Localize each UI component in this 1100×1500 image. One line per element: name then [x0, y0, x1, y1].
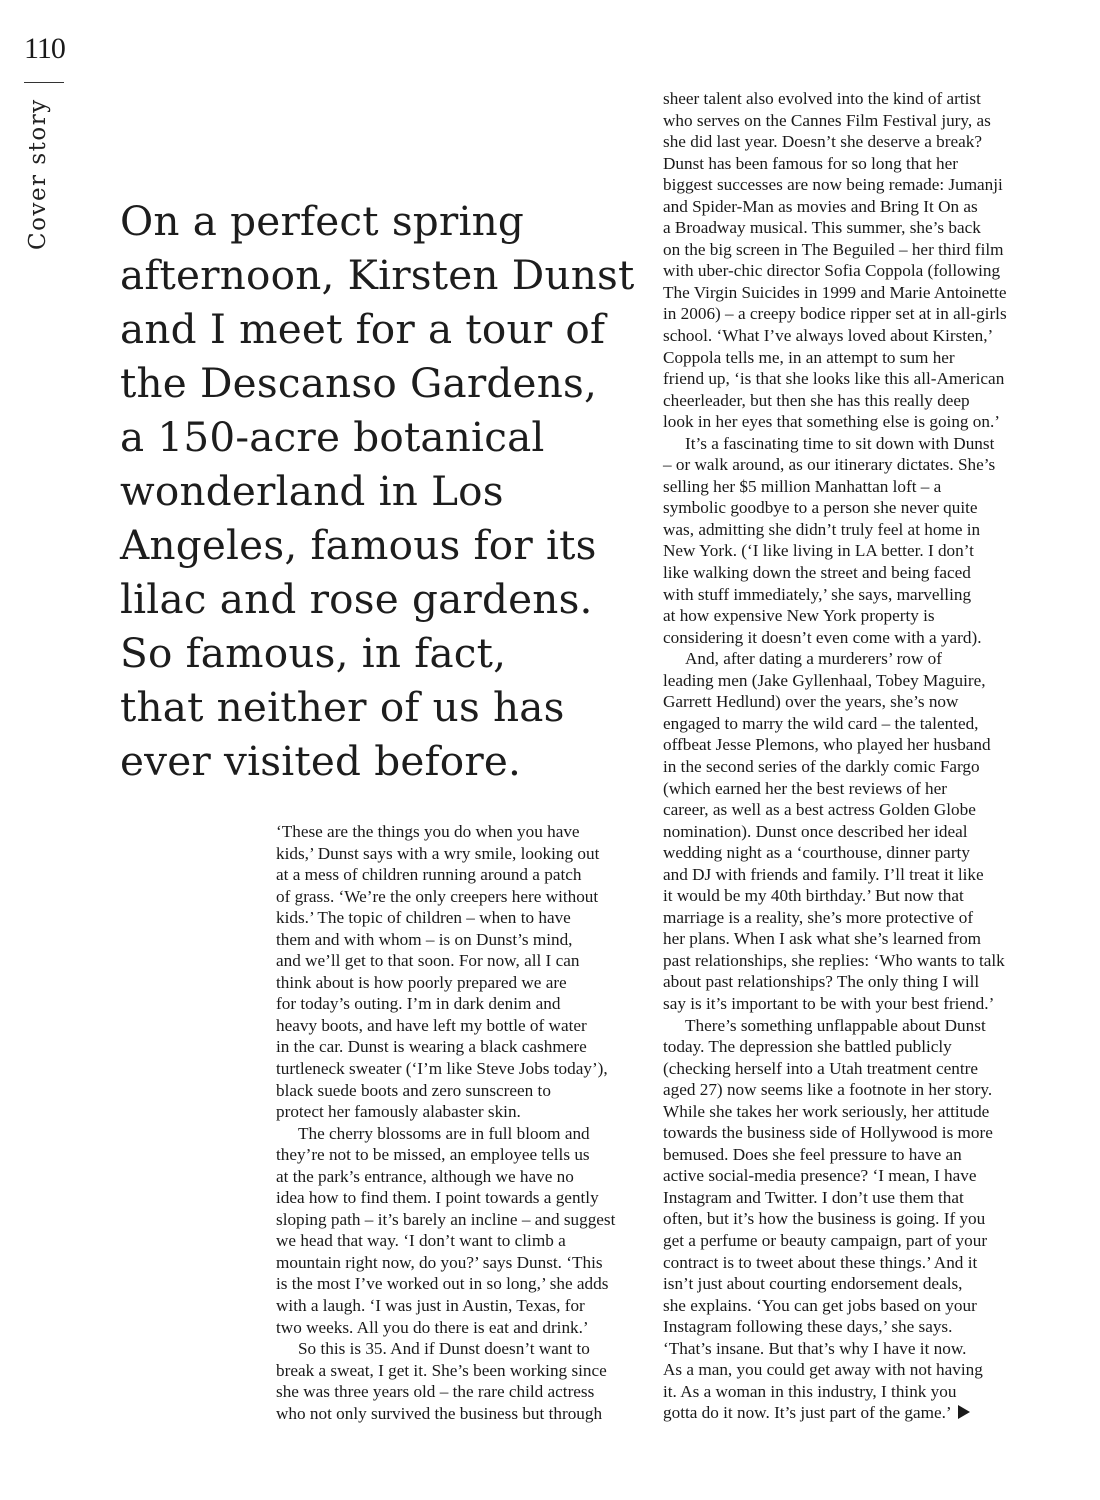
article-text-line: them and with whom – is on Dunst’s mind,	[276, 929, 573, 949]
article-text-line: black suede boots and zero sunscreen to	[276, 1080, 551, 1100]
article-text-line: it would be my 40th birthday.’ But now that	[663, 886, 964, 906]
article-text-line: a Broadway musical. This summer, she’s back	[663, 218, 981, 238]
article-text-line: biggest successes are now being remade: Jumanji	[663, 175, 1003, 195]
article-text-line: on the big screen in The Beguiled – her third film	[663, 239, 1004, 259]
article-text-line: her plans. When I ask what she’s learned from	[663, 929, 982, 949]
article-text-line: at the park’s entrance, although we have no	[276, 1166, 574, 1186]
article-text-line: New York. (‘I like living in LA better. I don’t	[663, 541, 974, 561]
standfirst-line: Angeles, famous for its	[120, 521, 597, 569]
article-text-line: It’s a fascinating time to sit down with Dunst	[685, 433, 995, 453]
article-text-line: engaged to marry the wild card – the talented,	[663, 713, 979, 733]
article-text-line: And, after dating a murderers’ row of	[685, 649, 942, 669]
article-text-line: Dunst has been famous for so long that her	[663, 153, 958, 173]
article-text-line: who serves on the Cannes Film Festival jury, as	[663, 110, 991, 130]
article-text-line: heavy boots, and have left my bottle of water	[276, 1015, 587, 1035]
article-text-line: at how expensive New York property is	[663, 606, 935, 626]
body-column-left	[276, 821, 636, 1424]
article-text-line: they’re not to be missed, an employee tells us	[276, 1145, 590, 1165]
article-text-line: (checking herself into a Utah treatment centre	[663, 1058, 978, 1078]
article-text-line: gotta do it now. It’s just part of the game.’	[663, 1402, 1028, 1424]
article-text-line: who not only survived the business but through	[276, 1403, 603, 1423]
article-text-line: Instagram and Twitter. I don’t use them that	[663, 1187, 964, 1207]
article-text-line: wedding night as a ‘courthouse, dinner party	[663, 843, 970, 863]
article-text-line: in 2006) – a creepy bodice ripper set at in all-girls	[663, 304, 1007, 324]
article-text-line: look in her eyes that something else is going on.’	[663, 412, 1001, 432]
article-text-line: offbeat Jesse Plemons, who played her husband	[663, 735, 991, 755]
article-text-line: and DJ with friends and family. I’ll treat it like	[663, 864, 984, 884]
article-text-line: about past relationships? The only thing I will	[663, 972, 980, 992]
article-text-line: we head that way. ‘I don’t want to climb a	[276, 1231, 566, 1251]
article-text-line: with stuff immediately,’ she says, marvelling	[663, 584, 972, 604]
article-text-line: aged 27) now seems like a footnote in her story.	[663, 1080, 993, 1100]
article-text-line: often, but it’s how the business is going. If you	[663, 1209, 986, 1229]
article-text-line: towards the business side of Hollywood is more	[663, 1123, 993, 1143]
article-text-line: Garrett Hedlund) over the years, she’s now	[663, 692, 959, 712]
folio-divider	[24, 82, 64, 83]
article-text-line: was, admitting she didn’t truly feel at home in	[663, 519, 981, 539]
standfirst-line: afternoon, Kirsten Dunst	[120, 251, 635, 299]
article-text-line: it. As a woman in this industry, I think you	[663, 1381, 957, 1401]
standfirst-line: On a perfect spring	[120, 197, 525, 245]
standfirst-line: the Descanso Gardens,	[120, 359, 598, 407]
standfirst-line: wonderland in Los	[120, 467, 504, 515]
article-text-line: today. The depression she battled publicly	[663, 1037, 952, 1057]
article-text-line: at a mess of children running around a patch	[276, 865, 582, 885]
article-text-line: break a sweat, I get it. She’s been working since	[276, 1360, 607, 1380]
article-text-line: (which earned her the best reviews of her	[663, 778, 947, 798]
standfirst-line: a 150-acre botanical	[120, 413, 545, 461]
end-of-article-icon	[958, 1405, 970, 1419]
article-text-line: ‘These are the things you do when you have	[276, 822, 580, 841]
article-text-line: So this is 35. And if Dunst doesn’t want to	[298, 1339, 590, 1359]
article-text-line: idea how to find them. I point towards a gently	[276, 1188, 599, 1208]
article-text-line: bemused. Does she feel pressure to have an	[663, 1144, 962, 1164]
article-text-line: considering it doesn’t even come with a yard).	[663, 627, 982, 647]
article-text-line: in the second series of the darkly comic Fargo	[663, 756, 980, 776]
article-text-line: Instagram following these days,’ she says.	[663, 1317, 953, 1337]
article-text-line: The cherry blossoms are in full bloom and	[298, 1123, 590, 1143]
article-text-line: like walking down the street and being faced	[663, 563, 971, 583]
article-text-line: kids,’ Dunst says with a wry smile, looking out	[276, 843, 600, 863]
article-text-line: career, as well as a best actress Golden Globe	[663, 800, 976, 820]
article-text-line: school. ‘What I’ve always loved about Kirsten,’	[663, 326, 994, 346]
article-text-line: get a perfume or beauty campaign, part of your	[663, 1230, 988, 1250]
article-text-line: and Spider-Man as movies and Bring It On as	[663, 196, 978, 216]
article-text-line: past relationships, she replies: ‘Who wants to talk	[663, 950, 1005, 970]
page-number: 110	[24, 32, 65, 65]
article-text-line: Coppola tells me, in an attempt to sum her	[663, 347, 955, 367]
article-text-line: isn’t just about courting endorsement deals,	[663, 1274, 963, 1294]
article-text-line: As a man, you could get away with not having	[663, 1360, 983, 1380]
article-text-line: symbolic goodbye to a person she never quite	[663, 498, 978, 518]
article-text-line: and we’ll get to that soon. For now, all I can	[276, 951, 580, 971]
article-text-line: marriage is a reality, she’s more protective of	[663, 907, 974, 927]
article-text-line: friend up, ‘is that she looks like this all-American	[663, 369, 1005, 389]
article-text-line: with uber-chic director Sofia Coppola (following	[663, 261, 1001, 281]
article-text-line: selling her $5 million Manhattan loft – a	[663, 476, 942, 496]
standfirst-line: and I meet for a tour of	[120, 305, 606, 353]
article-text-line: protect her famously alabaster skin.	[276, 1102, 521, 1122]
article-text-line: mountain right now, do you?’ says Dunst. ‘This	[276, 1252, 603, 1272]
article-text-line: active social-media presence? ‘I mean, I have	[663, 1166, 977, 1186]
article-text-line: There’s something unflappable about Dunst	[685, 1015, 986, 1035]
standfirst	[120, 194, 640, 788]
article-text-line: The Virgin Suicides in 1999 and Marie Antoinette	[663, 282, 1007, 302]
standfirst-line: that neither of us has	[120, 683, 565, 731]
article-text-line: turtleneck sweater (‘I’m like Steve Jobs today’),	[276, 1059, 608, 1079]
article-text-line: leading men (Jake Gyllenhaal, Tobey Maguire,	[663, 670, 986, 690]
standfirst-line: So famous, in fact,	[120, 629, 507, 677]
article-text-line: she was three years old – the rare child actress	[276, 1382, 595, 1402]
article-text-line: cheerleader, but then she has this really deep	[663, 390, 970, 410]
standfirst-line: ever visited before.	[120, 737, 522, 785]
article-text-line: ‘That’s insane. But that’s why I have it now.	[663, 1338, 967, 1358]
article-text-line: sheer talent also evolved into the kind of artist	[663, 89, 981, 108]
section-label: Cover story	[25, 98, 51, 250]
article-text-line: she explains. ‘You can get jobs based on your	[663, 1295, 977, 1315]
article-text-line: While she takes her work seriously, her attitude	[663, 1101, 990, 1121]
standfirst-line: lilac and rose gardens.	[120, 575, 593, 623]
article-text-line: nomination). Dunst once described her ideal	[663, 821, 968, 841]
article-text-line: – or walk around, as our itinerary dictates. She’s	[663, 455, 996, 475]
article-text-line: with a laugh. ‘I was just in Austin, Texas, for	[276, 1296, 585, 1316]
article-text-line: of grass. ‘We’re the only creepers here without	[276, 886, 599, 906]
article-text-line: contract is to tweet about these things.’ And it	[663, 1252, 978, 1272]
article-text-line: kids.’ The topic of children – when to have	[276, 908, 571, 928]
body-column-right	[663, 88, 1028, 1424]
article-text-line: say is it’s important to be with your best friend.’	[663, 993, 995, 1013]
article-text-line: for today’s outing. I’m in dark denim and	[276, 994, 561, 1014]
article-text-line: in the car. Dunst is wearing a black cashmere	[276, 1037, 587, 1057]
article-text-line: think about is how poorly prepared we are	[276, 972, 567, 992]
article-text-line: she did last year. Doesn’t she deserve a break?	[663, 132, 982, 152]
article-text-line: sloping path – it’s barely an incline – and suggest	[276, 1209, 616, 1229]
article-text-line: two weeks. All you do there is eat and drink.’	[276, 1317, 589, 1337]
article-text-line: is the most I’ve worked out in so long,’ she adds	[276, 1274, 609, 1294]
